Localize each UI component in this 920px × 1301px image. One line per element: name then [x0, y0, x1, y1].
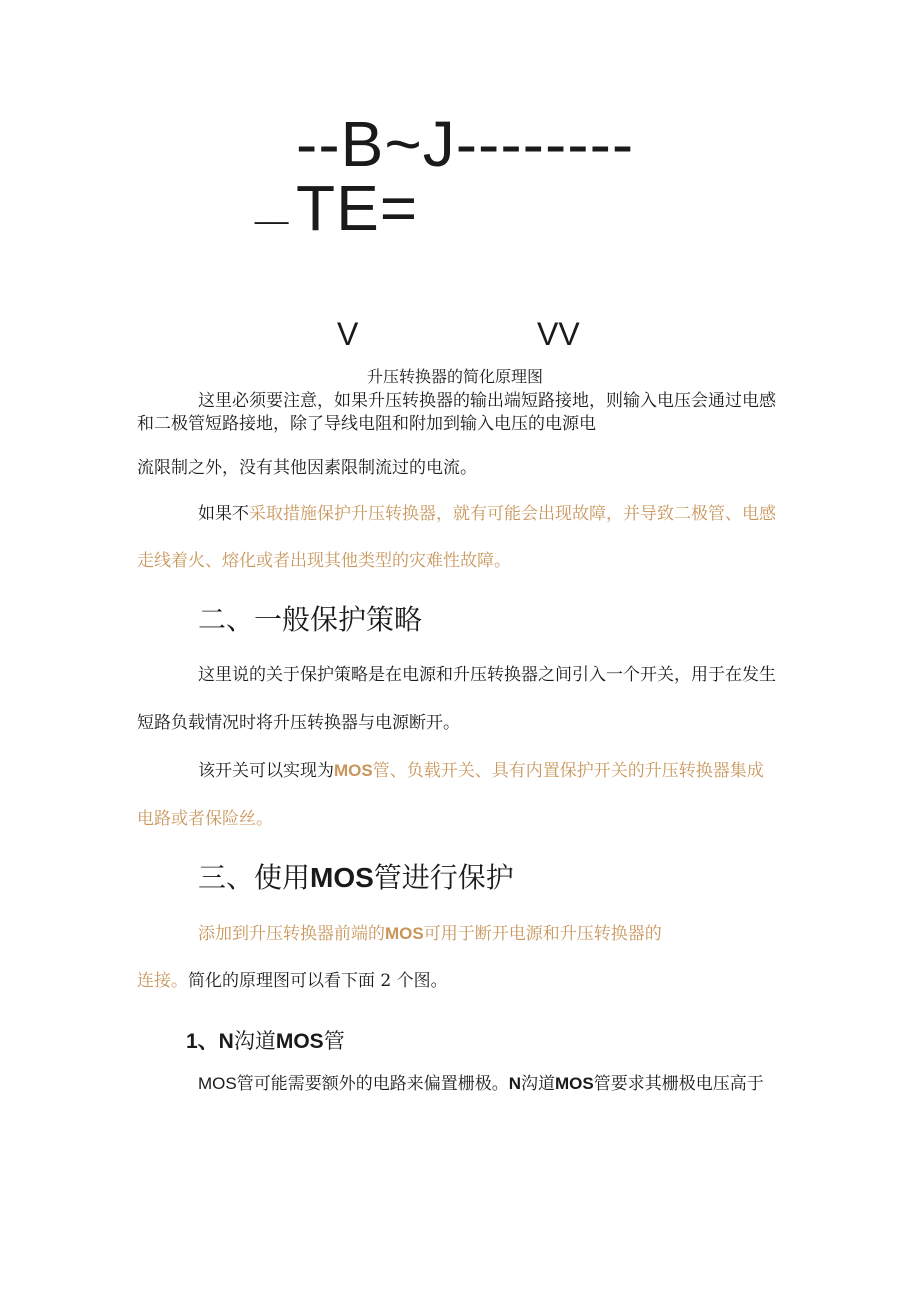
para3-line1: 这里说的关于保护策略是在电源和升压转换器之间引入一个开关，用于在发生 — [198, 665, 776, 685]
para2-line1-accent: 采取措施保护升压转换器，就有可能会出现故障，并导致二极管、电感 — [249, 504, 776, 524]
para6-mos2: MOS — [555, 1074, 594, 1093]
para5-line2 — [137, 970, 448, 992]
para6-a: 管可能需要额外的电路来偏置栅极。 — [236, 1074, 509, 1094]
para5-line2-accent: 连接。 — [137, 971, 188, 991]
subheading-num: 1、N — [186, 1030, 234, 1053]
heading-general-strategy: 二、一般保护策略 — [198, 603, 423, 636]
figure-schematic-prefix: __ — [255, 192, 289, 225]
para2-line1-plain: 如果不 — [198, 504, 249, 524]
figure-label-v: V — [337, 316, 359, 352]
heading-mos-protection — [198, 856, 514, 896]
para1-line3: 流限制之外，没有其他因素限制流过的电流。 — [137, 458, 477, 478]
para6-mos: MOS — [198, 1074, 237, 1093]
figure-caption: 升压转换器的简化原理图 — [367, 367, 544, 386]
para4-line1 — [198, 760, 764, 782]
para6-b: 沟道 — [521, 1074, 556, 1094]
para4-line1-accent: 管、负载开关、具有内置保护开关的升压转换器集成 — [372, 761, 764, 781]
para6-c: 管要求其栅极电压高于 — [593, 1074, 764, 1094]
para4-line2: 电路或者保险丝。 — [137, 809, 273, 829]
heading3-prefix: 三、使用 — [198, 861, 311, 894]
subheading-mos: MOS — [275, 1030, 324, 1053]
figure-schematic-line1: --B~J-------- — [296, 108, 635, 180]
para6-n: N — [508, 1074, 522, 1093]
subheading-text: 沟道 — [233, 1029, 276, 1053]
subheading-n-channel-mos — [186, 1025, 345, 1055]
subheading-suffix: 管 — [323, 1029, 345, 1053]
para1-line1: 这里必须要注意，如果升压转换器的输出端短路接地，则输入电压会通过电感 — [198, 391, 776, 411]
heading3-suffix: 管进行保护 — [373, 861, 514, 894]
para3-line2: 短路负载情况时将升压转换器与电源断开。 — [137, 713, 460, 733]
para5-line1-a: 添加到升压转换器前端的 — [198, 924, 385, 944]
para5-mos: MOS — [385, 924, 424, 943]
para6-line1 — [198, 1073, 764, 1095]
figure-label-vv: VV — [537, 316, 580, 352]
para2-line2: 走线着火、熔化或者出现其他类型的灾难性故障。 — [137, 551, 511, 571]
para1-line2: 和二极管短路接地，除了导线电阻和附加到输入电压的电源电 — [137, 414, 596, 434]
para2-line1 — [198, 503, 776, 525]
para5-line2-plain: 简化的原理图可以看下面 2 个图。 — [188, 971, 448, 991]
para5-line1 — [198, 923, 662, 945]
heading3-mos: MOS — [310, 862, 374, 893]
para4-mos: MOS — [334, 761, 373, 780]
para4-line1-plain: 该开关可以实现为 — [198, 761, 334, 781]
figure-schematic-line2: TE= — [296, 172, 419, 244]
para5-line1-b: 可用于断开电源和升压转换器的 — [423, 924, 662, 944]
